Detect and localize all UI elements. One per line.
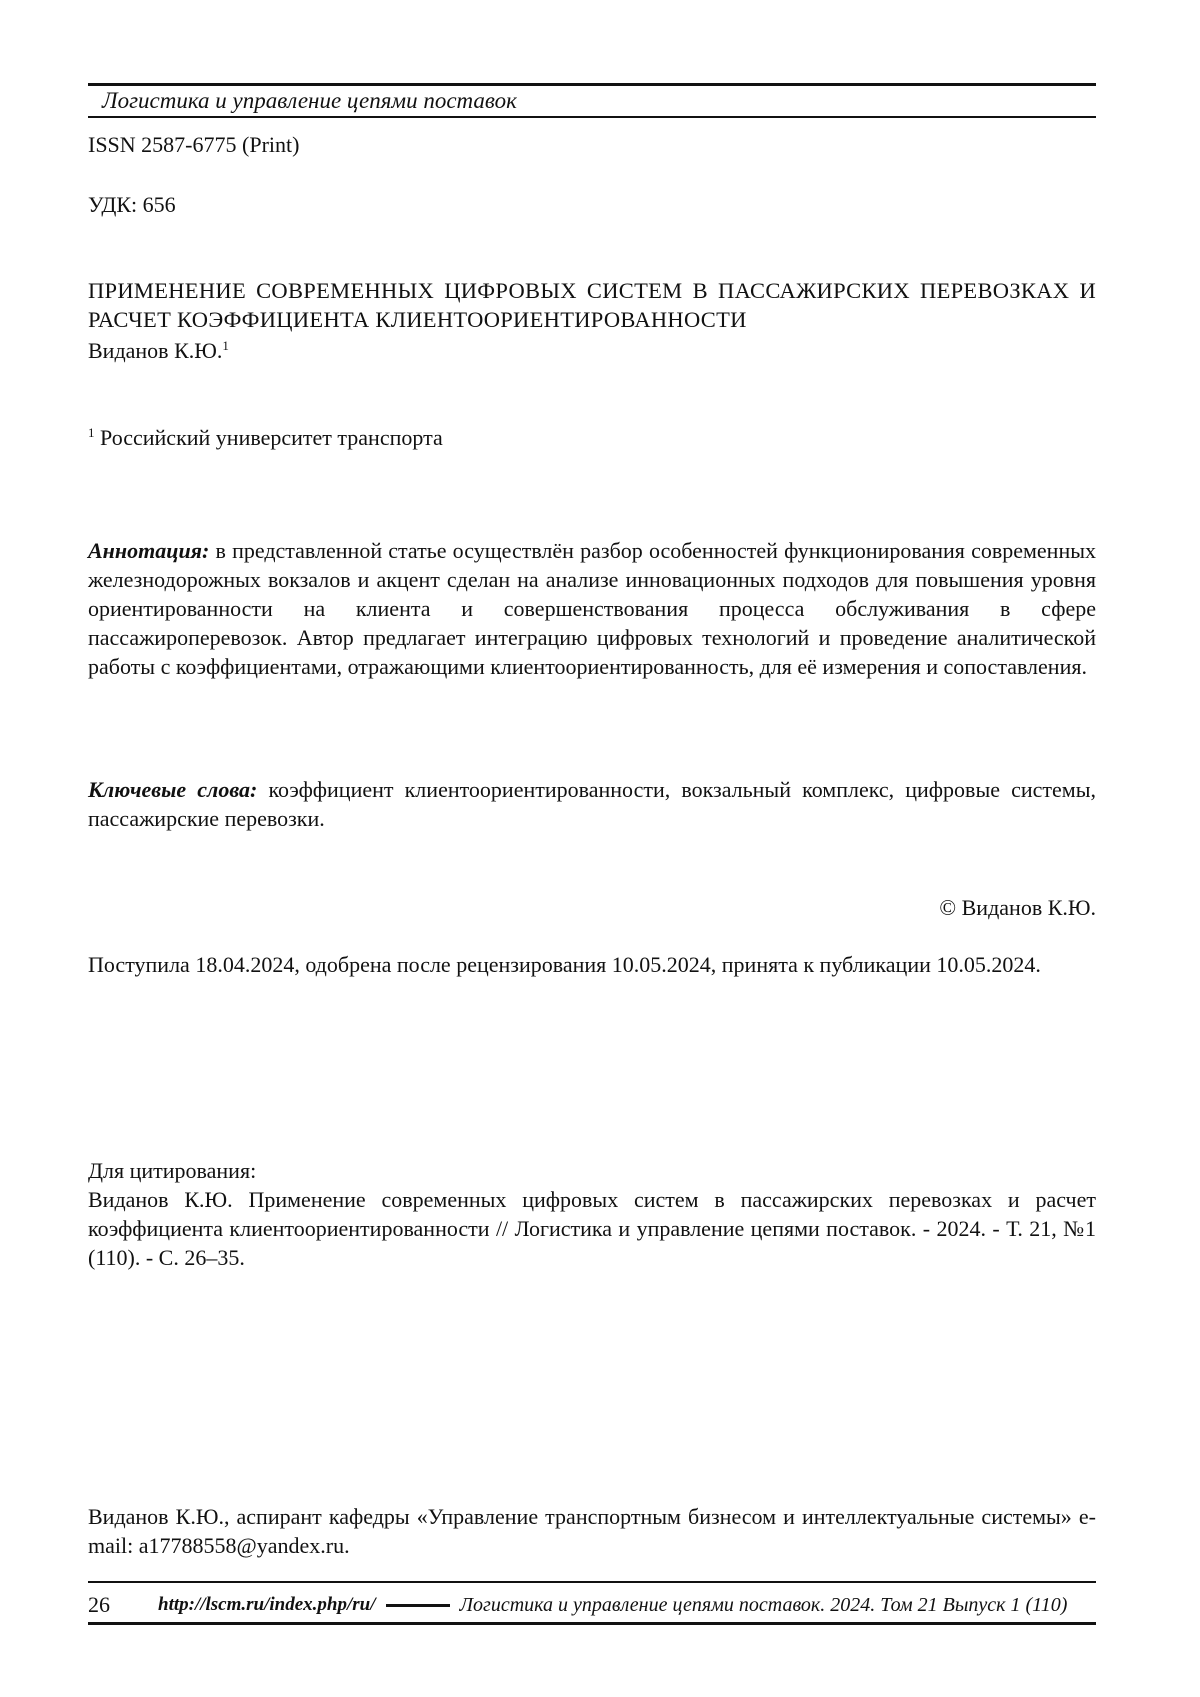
page-number: 26 [88,1592,110,1617]
issn: ISSN 2587-6775 (Print) [88,132,300,157]
footer-dash [386,1604,450,1607]
affiliation: Российский университет транспорта [100,425,443,450]
keywords-label: Ключевые слова: [88,777,258,802]
author-superscript: 1 [222,338,229,353]
abstract-label: Аннотация: [88,538,210,563]
affiliation-line [88,423,1096,452]
header-top-rule [88,83,1096,86]
udk: УДК: 656 [88,192,176,217]
citation-label: Для цитирования: [88,1158,257,1183]
keywords [88,775,1096,833]
abstract [88,536,1096,681]
citation-text: Виданов К.Ю. Применение современных цифровых систем в пассажирских перевозках и расчет коэффициента клиентоориентированности // Логистика и управление цепями поставок. - 2024. - Т. 21, №1 (110). - С. 26–35. [88,1187,1096,1270]
article-title: ПРИМЕНЕНИЕ СОВРЕМЕННЫХ ЦИФРОВЫХ СИСТЕМ В ПАССАЖИРСКИХ ПЕРЕВОЗКАХ И РАСЧЕТ КОЭФФИЦИЕНТА КЛИЕНТООРИЕНТИРОВАННОСТИ [88,278,1096,332]
running-title: Логистика и управление цепями поставок [102,88,517,113]
keywords-text: коэффициент клиентоориентированности, вокзальный комплекс, цифровые системы, пассажирские перевозки. [88,777,1097,831]
footer-top-rule [88,1581,1096,1583]
copyright: © Виданов К.Ю. [939,895,1096,920]
affiliation-superscript: 1 [88,425,95,440]
author-line [88,336,1096,365]
footer [88,1592,1096,1618]
footer-bottom-rule [88,1622,1096,1625]
abstract-text: в представленной статье осуществлён разбор особенностей функционирования современных железнодорожных вокзалов и акцент сделан на анализе инновационных подходов для повышения уровня ориентированности на клиента и совершенствования процесса обслуживания в сфере пассажироперевозок. Автор предлагает интеграцию цифровых технологий и проведение аналитической работы с коэффициентами, отражающими клиентоориентированность, для её измерения и сопоставления. [88,538,1096,679]
author-name: Виданов К.Ю. [88,338,223,363]
author-info: Виданов К.Ю., аспирант кафедры «Управление транспортным бизнесом и интеллектуальные системы» e-mail: a17788558@yandex.ru. [88,1504,1096,1558]
journal-url-link[interactable]: http://lscm.ru/index.php/ru/ [158,1594,376,1615]
footer-journal-info: Логистика и управление цепями поставок. 2024. Том 21 Выпуск 1 (110) [459,1593,1068,1616]
publication-dates: Поступила 18.04.2024, одобрена после рецензирования 10.05.2024, принята к публикации 10.05.2024. [88,952,1041,977]
header-bottom-rule [88,116,1096,118]
